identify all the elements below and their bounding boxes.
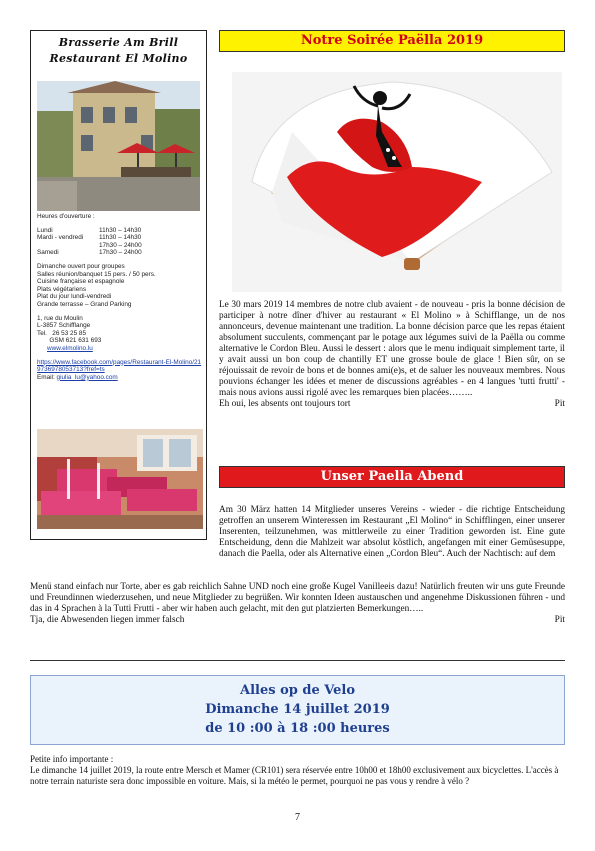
hours-time: 11h30 – 14h30 bbox=[99, 234, 142, 242]
hours-day: Samedi bbox=[37, 249, 59, 257]
website-link[interactable]: www.elmolino.lu bbox=[47, 344, 93, 352]
header-paella-abend: Unser Paella Abend bbox=[219, 466, 565, 488]
hours-day: Lundi bbox=[37, 226, 53, 234]
info-section bbox=[30, 754, 565, 787]
hours-row bbox=[37, 242, 203, 250]
article-fr-closing-line bbox=[219, 399, 565, 410]
feature-item: Salles réunion/banquet 15 pers. / 50 pers. bbox=[37, 270, 156, 278]
info-body: Le dimanche 14 juillet 2019, la route entre Mersch et Mamer (CR101) sera réservée entre 10h00 et 18h00 exclusivement aux bicyclettes. L'accès à notre terrain naturiste sera donc impossible en voiture. Mais, si la météo le permet, pourquoi ne pas vous y rendre à vélo ? bbox=[30, 765, 559, 786]
address-line: L-3857 Schifflange bbox=[37, 322, 91, 330]
feature-item: Dimanche ouvert pour groupes bbox=[37, 262, 125, 270]
restaurant-exterior-photo bbox=[37, 81, 200, 211]
feature-item: Plats végétariens bbox=[37, 285, 87, 293]
hours-day: Mardi - vendredi bbox=[37, 234, 84, 242]
header-soiree-paella: Notre Soirée Paëlla 2019 bbox=[219, 30, 565, 52]
hours-row bbox=[37, 234, 203, 242]
address-line: GSM 621 631 693 bbox=[37, 337, 102, 345]
hours-row bbox=[37, 227, 203, 235]
restaurant-interior-photo bbox=[37, 429, 203, 529]
hours-time: 11h30 – 14h30 bbox=[99, 226, 142, 234]
email-line bbox=[37, 374, 203, 382]
article-de-paragraph: Menü stand einfach nur Torte, aber es gab reichlich Sahne UND noch eine große Kugel Vanilleeis dazu! Natürlich freuten wir uns gute Freunde und Freundinnen wiederzusehen, und neue Mitglieder zu begrüßen. Wir konnten Ideen austauschen und angenehme Diskussionen führen - und das in 4 Sprachen à la Tutti Frutti - aber wir haben auch gelacht, mit den gut platzierten Bemerkungen….. bbox=[30, 582, 565, 614]
feature-item: Grande terrasse – Grand Parking bbox=[37, 300, 132, 308]
email-link[interactable]: giulia_lu@yahoo.com bbox=[56, 373, 118, 381]
flamenco-dancer-fan-photo bbox=[232, 72, 562, 292]
address-line: 1, rue du Moulin bbox=[37, 314, 83, 322]
info-title: Petite info importante : bbox=[30, 754, 114, 764]
feature-item: Cuisine française et espagnole bbox=[37, 278, 125, 286]
feature-item: Plat du jour lundi-vendredi bbox=[37, 293, 112, 301]
email-label: Email: bbox=[37, 373, 57, 381]
hours-title: Heures d'ouverture : bbox=[37, 213, 95, 220]
article-de-body-narrow: Am 30 März hatten 14 Mitglieder unseres Vereins - wieder - die richtige Entscheidung getroffen an unserem Winteressen im Restaurant „El Molino“ in Schifflingen, einer unserer Inserenten, teilzunehmen, was mittlerweile zu einer Tradition geworden ist. Eine gute Entscheidung, denn die Mahlzeit war absolut köstlich, angefangen mit einer Gemüsesuppe, danach die Paella, oder als Alternative einen „Cordon Bleu“. Auch der Nachtisch: auf dem bbox=[219, 505, 565, 559]
restaurant-ad bbox=[30, 30, 207, 540]
velo-line3: de 10 :00 à 18 :00 heures bbox=[205, 721, 390, 736]
article-fr-body bbox=[219, 300, 565, 410]
facebook-link[interactable]: https://www.facebook.com/pages/Restaurant-El-Molino/219736978053713?fref=ts bbox=[37, 358, 202, 374]
hours-day bbox=[37, 242, 99, 250]
article-fr-closing: Eh oui, les absents ont toujours tort bbox=[219, 399, 351, 409]
article-de-closing: Tja, die Abwesenden liegen immer falsch bbox=[30, 615, 185, 625]
hours-row bbox=[37, 249, 203, 257]
page-number: 7 bbox=[295, 812, 300, 823]
velo-line2: Dimanche 14 juillet 2019 bbox=[205, 702, 390, 717]
velo-event-box bbox=[30, 675, 565, 745]
article-de-signature: Pit bbox=[554, 615, 565, 625]
ad-title-line1: Brasserie Am Brill bbox=[58, 36, 179, 49]
ad-title-line2: Restaurant El Molino bbox=[49, 52, 188, 65]
hours-time: 17h30 – 24h00 bbox=[99, 241, 142, 249]
section-divider bbox=[30, 660, 565, 661]
article-fr-signature: Pit bbox=[554, 399, 565, 409]
article-fr-paragraph: Le 30 mars 2019 14 membres de notre club avaient - de nouveau - pris la bonne décision de participer à notre dîner d'hiver au restaurant « El Molino » à Schifflange, un de nos annonceurs, devenue maintenant une tradition. La bonne décision parce que les repas étaient absolument succulents, commençant par le potage aux légumes suivi de la Paëlla ou comme alternative le Cordon Bleu. Aussi le dessert : alors que le menu indiquait simplement tarte, il y avait aussi un bon coup de chantilly ET une grosse boule de glace ! Bien sûr, on se réjouissait de revoir de bons et de bonnes ami(e)s, et de saluer les nouveaux membres. Nous pouvions échanger les idées et mener de discussions agréables - en 4 langues 'tutti frutti' - mais nous avions aussi rigolé avec les remarques bien placées…….. bbox=[219, 300, 565, 398]
article-de-body-wide bbox=[30, 582, 565, 626]
velo-line1: Alles op de Velo bbox=[239, 683, 356, 698]
address-line: Tel. 26 53 25 85 bbox=[37, 329, 87, 337]
article-de-closing-line bbox=[30, 615, 565, 626]
hours-time: 17h30 – 24h00 bbox=[99, 249, 142, 257]
ad-details bbox=[37, 213, 203, 381]
